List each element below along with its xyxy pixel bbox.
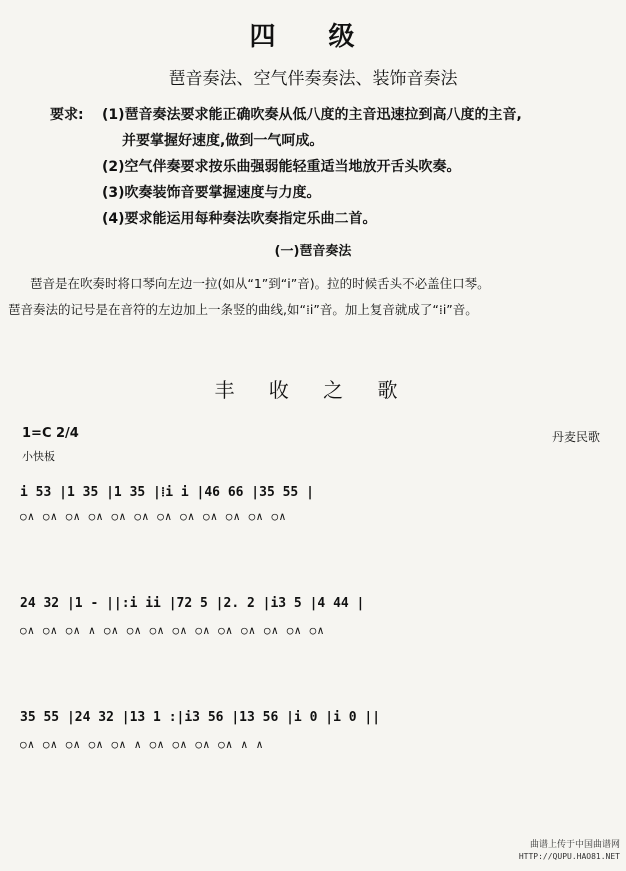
score-row-3-notes: 35 55 |24 32 |13 1 :|i3 56 |13 56 |i 0 |i 0 || [20,710,381,725]
score-row-2-notes: 24 32 |1 - ||:i ii |72 5 |2. 2 |i3 5 |4 44 | [20,596,365,611]
requirements-label: 要求: [50,107,84,123]
requirement-3: (3)吹奏装饰音要掌握速度与力度。 [102,185,321,201]
page-subtitle: 琶音奏法、空气伴奏奏法、装饰音奏法 [168,69,458,89]
score-row-1-notes: i 53 |1 35 |1 35 |⁞i i |46 66 |35 55 | [20,485,314,500]
score-row-1-marks: ○∧ ○∧ ○∧ ○∧ ○∧ ○∧ ○∧ ○∧ ○∧ ○∧ ○∧ ○∧ [20,510,287,523]
score-row-3-marks: ○∧ ○∧ ○∧ ○∧ ○∧ ∧ ○∧ ○∧ ○∧ ○∧ ∧ ∧ [20,738,264,751]
watermark-url: HTTP://QUPU.HAO81.NET [518,852,620,861]
tempo-marking: 小快板 [22,450,55,463]
site-watermark [519,839,620,863]
requirement-4: (4)要求能运用每种奏法吹奏指定乐曲二首。 [102,211,377,227]
song-author: 丹麦民歌 [552,430,601,444]
paragraph-line-1: 琶音是在吹奏时将口琴向左边一拉(如从“1”到“i”音)。拉的时候舌头不必盖住口琴。 [30,276,490,291]
song-title: 丰 收 之 歌 [214,378,412,402]
paragraph-line-2: 琶音奏法的记号是在音符的左边加上一条竖的曲线,如“⁞i”音。加上复音就成了“⁞i”音。 [8,302,478,317]
section-heading: (一)琶音奏法 [274,244,352,259]
score-row-2-marks: ○∧ ○∧ ○∧ ∧ ○∧ ○∧ ○∧ ○∧ ○∧ ○∧ ○∧ ○∧ ○∧ ○∧ [20,624,325,637]
requirement-2: (2)空气伴奏要求按乐曲强弱能轻重适当地放开舌头吹奏。 [102,159,461,175]
requirement-1-cont: 并要掌握好速度,做到一气呵成。 [122,133,324,149]
page-title: 四 级 [249,22,377,52]
requirement-1: (1)琶音奏法要求能正确吹奏从低八度的主音迅速拉到高八度的主音, [102,107,522,123]
key-signature: 1=C 2/4 [22,426,79,441]
watermark-line-1: 曲谱上传于中国曲谱网 [529,840,620,850]
